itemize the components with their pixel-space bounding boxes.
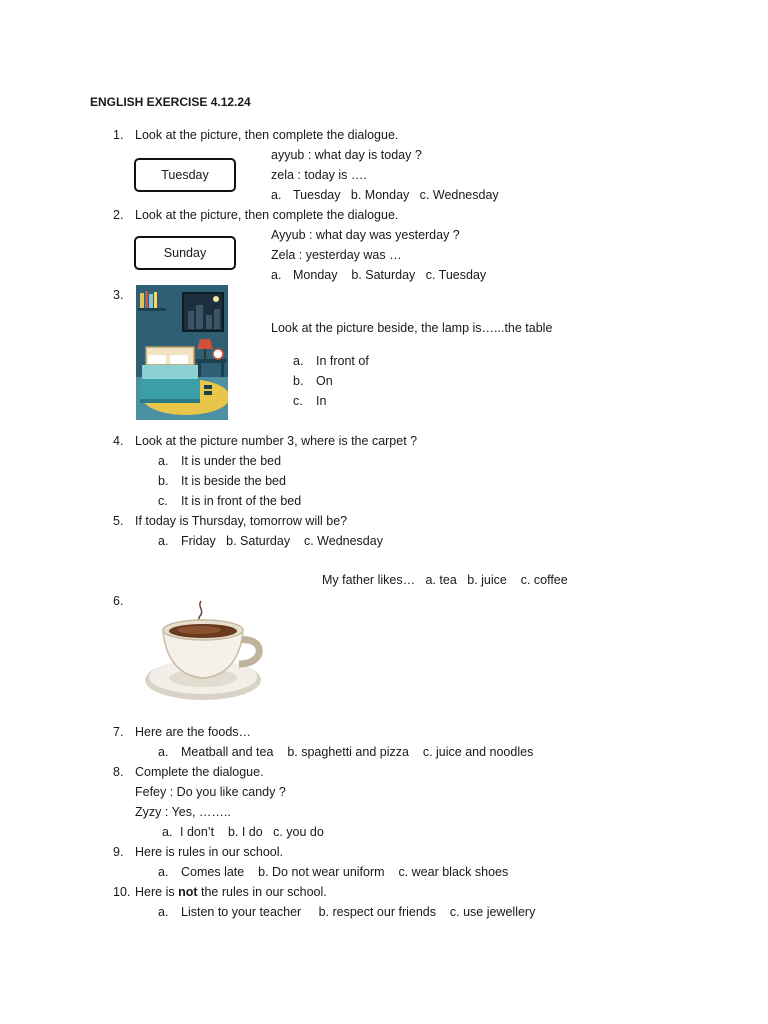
q3-option-c: In [316, 394, 327, 408]
q8-dialogue-line1: Fefey : Do you like candy ? [135, 785, 286, 799]
q8-text: Complete the dialogue. [135, 765, 264, 779]
q10-text-pre: Here is [135, 885, 179, 899]
q7-text: Here are the foods… [135, 725, 252, 739]
q2-day-label: Sunday [163, 246, 207, 260]
q1-day-label: Tuesday [161, 168, 209, 182]
q1-dialogue-line1: ayyub : what day is today ? [271, 148, 422, 162]
q2-dialogue-line2: Zela : yesterday was … [271, 248, 402, 262]
q10-options: Listen to your teacher b. respect our friends c. use jewellery [181, 905, 536, 919]
q8-dialogue-line2: Zyzy : Yes, …….. [135, 805, 231, 819]
q10-text [135, 884, 327, 900]
q3-option-a-letter: a. [293, 354, 304, 368]
q3-text: Look at the picture beside, the lamp is…...the table [271, 321, 553, 335]
q1-text: Look at the picture, then complete the dialogue. [135, 128, 399, 142]
q1-option-letter: a. [271, 188, 282, 202]
q10-number: 10. [113, 885, 131, 899]
q4-option-b-letter: b. [158, 474, 169, 488]
q3-number: 3. [113, 288, 124, 302]
q1-number: 1. [113, 128, 124, 142]
q7-options: Meatball and tea b. spaghetti and pizza c. juice and noodles [181, 745, 534, 759]
q2-text: Look at the picture, then complete the dialogue. [135, 208, 399, 222]
q3-option-b: On [316, 374, 333, 388]
q3-option-a: In front of [316, 354, 369, 368]
q5-options: Friday b. Saturday c. Wednesday [181, 534, 383, 548]
q6-text: My father likes… a. tea b. juice c. coffee [322, 573, 568, 587]
q10-text-bold: not [178, 885, 198, 899]
q2-options: Monday b. Saturday c. Tuesday [293, 268, 487, 282]
q10-text-post: the rules in our school. [197, 885, 327, 899]
q1-options: Tuesday b. Monday c. Wednesday [293, 188, 499, 202]
q5-number: 5. [113, 514, 124, 528]
q2-number: 2. [113, 208, 124, 222]
q1-dialogue-line2: zela : today is …. [271, 168, 367, 182]
q9-number: 9. [113, 845, 124, 859]
q7-number: 7. [113, 725, 124, 739]
q8-option-letter: a. [162, 825, 173, 839]
q2-dialogue-line1: Ayyub : what day was yesterday ? [271, 228, 460, 242]
q9-text: Here is rules in our school. [135, 845, 283, 859]
q8-options: I don’t b. I do c. you do [180, 825, 324, 839]
q1-day-box [134, 158, 236, 192]
q4-number: 4. [113, 434, 124, 448]
page-title: ENGLISH EXERCISE 4.12.24 [90, 95, 251, 109]
q4-option-c: It is in front of the bed [181, 494, 302, 508]
q6-number: 6. [113, 594, 124, 608]
q7-option-letter: a. [158, 745, 169, 759]
q4-option-c-letter: c. [158, 494, 168, 508]
q4-option-b: It is beside the bed [181, 474, 286, 488]
q4-text: Look at the picture number 3, where is the carpet ? [135, 434, 418, 448]
q9-options: Comes late b. Do not wear uniform c. wear black shoes [181, 865, 509, 879]
q5-option-letter: a. [158, 534, 169, 548]
q5-text: If today is Thursday, tomorrow will be? [135, 514, 348, 528]
q3-option-c-letter: c. [293, 394, 303, 408]
q4-option-a: It is under the bed [181, 454, 282, 468]
q4-option-a-letter: a. [158, 454, 169, 468]
bedroom-illustration [136, 285, 228, 420]
q9-option-letter: a. [158, 865, 169, 879]
q2-option-letter: a. [271, 268, 282, 282]
coffee-cup-illustration [143, 598, 268, 708]
q8-number: 8. [113, 765, 124, 779]
q2-day-box [134, 236, 236, 270]
q3-option-b-letter: b. [293, 374, 304, 388]
q10-option-letter: a. [158, 905, 169, 919]
table [196, 359, 226, 363]
